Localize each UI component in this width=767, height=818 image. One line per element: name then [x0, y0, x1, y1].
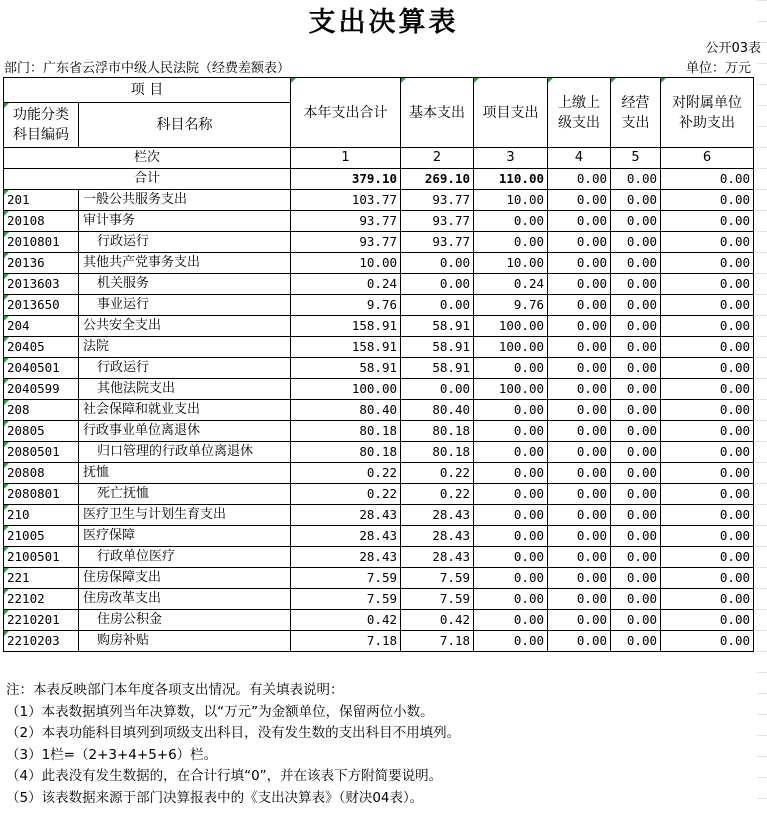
amount-cell[interactable]: 0.00 — [548, 379, 611, 400]
col-num[interactable]: 1 — [291, 148, 401, 169]
amount-cell[interactable]: 0.00 — [661, 400, 754, 421]
col-num[interactable]: 2 — [401, 148, 474, 169]
amount-cell[interactable]: 0.00 — [611, 589, 661, 610]
amount-cell[interactable]: 0.00 — [661, 484, 754, 505]
amount-cell[interactable]: 0.00 — [661, 337, 754, 358]
amount-cell[interactable]: 0.00 — [474, 463, 548, 484]
table-row — [4, 505, 754, 526]
amount-cell[interactable]: 0.00 — [661, 190, 754, 211]
amount-cell[interactable]: 28.43 — [401, 526, 474, 547]
amount-cell[interactable]: 0.00 — [474, 400, 548, 421]
subject-name-cell[interactable]: 归口管理的行政单位离退休 — [79, 442, 291, 463]
table-row — [4, 610, 754, 631]
amount-cell[interactable]: 158.91 — [291, 316, 401, 337]
header-upper-expenditure[interactable] — [548, 78, 611, 148]
amount-cell[interactable]: 0.00 — [548, 463, 611, 484]
amount-cell[interactable]: 80.18 — [401, 421, 474, 442]
table-row — [4, 253, 754, 274]
function-code-cell[interactable]: 21005 — [4, 526, 79, 547]
subject-name-cell[interactable]: 购房补贴 — [79, 631, 291, 652]
amount-cell[interactable]: 0.00 — [401, 379, 474, 400]
header-operation-expenditure[interactable] — [611, 78, 661, 148]
expenditure-table — [3, 77, 754, 652]
table-row — [4, 400, 754, 421]
amount-cell[interactable]: 80.40 — [401, 400, 474, 421]
total-value[interactable]: 110.00 — [474, 169, 548, 190]
total-value[interactable]: 0.00 — [611, 169, 661, 190]
amount-cell[interactable]: 0.22 — [401, 463, 474, 484]
amount-cell[interactable]: 0.00 — [548, 232, 611, 253]
subject-name-cell[interactable]: 行政事业单位离退休 — [79, 421, 291, 442]
note-line: （2）本表功能科目填列到项级支出科目，没有发生数的支出科目不用填列。 — [6, 725, 461, 741]
amount-cell[interactable]: 0.00 — [611, 610, 661, 631]
amount-cell[interactable]: 10.00 — [474, 253, 548, 274]
amount-cell[interactable]: 0.00 — [611, 211, 661, 232]
function-code-cell[interactable]: 2013603 — [4, 274, 79, 295]
amount-cell[interactable]: 0.00 — [474, 442, 548, 463]
amount-cell[interactable]: 58.91 — [291, 358, 401, 379]
function-code-cell[interactable]: 2080501 — [4, 442, 79, 463]
col-num[interactable]: 5 — [611, 148, 661, 169]
amount-cell[interactable]: 0.22 — [291, 484, 401, 505]
amount-cell[interactable]: 100.00 — [291, 379, 401, 400]
department-label: 部门：广东省云浮市中级人民法院（经费差额表） — [4, 61, 291, 76]
amount-cell[interactable]: 0.00 — [661, 253, 754, 274]
amount-cell[interactable]: 28.43 — [291, 526, 401, 547]
amount-cell[interactable]: 0.00 — [611, 232, 661, 253]
header-subject-name[interactable]: 科目名称 — [79, 103, 291, 148]
amount-cell[interactable]: 0.00 — [474, 589, 548, 610]
amount-cell[interactable]: 58.91 — [401, 337, 474, 358]
amount-cell[interactable]: 0.00 — [661, 631, 754, 652]
table-row — [4, 547, 754, 568]
header-project-expenditure[interactable]: 项目支出 — [474, 78, 548, 148]
header-function-code-line2: 科目编码 — [13, 127, 69, 143]
unit-label: 单位：万元 — [685, 61, 751, 76]
amount-cell[interactable]: 0.00 — [661, 442, 754, 463]
total-value[interactable]: 269.10 — [401, 169, 474, 190]
amount-cell[interactable]: 0.00 — [611, 631, 661, 652]
amount-cell[interactable]: 0.00 — [661, 295, 754, 316]
notes-section — [6, 680, 460, 809]
table-row — [4, 211, 754, 232]
table-row — [4, 526, 754, 547]
table-row — [4, 484, 754, 505]
function-code-cell[interactable]: 210 — [4, 505, 79, 526]
header-function-code-line1: 功能分类 — [13, 107, 69, 123]
subject-name-cell[interactable]: 法院 — [79, 337, 291, 358]
form-code: 公开03表 — [705, 41, 761, 56]
amount-cell[interactable]: 0.00 — [611, 568, 661, 589]
subject-name-cell[interactable]: 死亡抚恤 — [79, 484, 291, 505]
header-operation-line2: 支出 — [621, 114, 650, 131]
note-line: （3）1栏=（2+3+4+5+6）栏。 — [6, 746, 218, 763]
amount-cell[interactable]: 93.77 — [401, 211, 474, 232]
header-basic-expenditure[interactable]: 基本支出 — [401, 78, 474, 148]
amount-cell[interactable]: 0.00 — [661, 358, 754, 379]
amount-cell[interactable]: 0.00 — [474, 568, 548, 589]
amount-cell[interactable]: 0.00 — [548, 568, 611, 589]
amount-cell[interactable]: 0.00 — [661, 211, 754, 232]
amount-cell[interactable]: 0.00 — [548, 400, 611, 421]
amount-cell[interactable]: 0.00 — [611, 379, 661, 400]
function-code-cell[interactable]: 20136 — [4, 253, 79, 274]
function-code-cell[interactable]: 20405 — [4, 337, 79, 358]
total-label[interactable]: 合计 — [4, 169, 291, 190]
amount-cell[interactable]: 0.00 — [611, 358, 661, 379]
subject-name-cell[interactable]: 行政运行 — [79, 232, 291, 253]
amount-cell[interactable]: 0.00 — [661, 316, 754, 337]
amount-cell[interactable]: 80.18 — [291, 442, 401, 463]
amount-cell[interactable]: 58.91 — [401, 358, 474, 379]
amount-cell[interactable]: 0.42 — [401, 610, 474, 631]
amount-cell[interactable]: 28.43 — [291, 505, 401, 526]
amount-cell[interactable]: 0.00 — [611, 316, 661, 337]
amount-cell[interactable]: 158.91 — [291, 337, 401, 358]
amount-cell[interactable]: 28.43 — [401, 505, 474, 526]
amount-cell[interactable]: 9.76 — [474, 295, 548, 316]
col-num[interactable]: 4 — [548, 148, 611, 169]
amount-cell[interactable]: 7.18 — [401, 631, 474, 652]
total-row — [4, 169, 754, 190]
table-row — [4, 631, 754, 652]
subject-name-cell[interactable]: 抚恤 — [79, 463, 291, 484]
table-row — [4, 295, 754, 316]
header-subsidiary-line1: 对附属单位 — [672, 94, 743, 111]
amount-cell[interactable]: 0.00 — [548, 295, 611, 316]
table-row — [4, 190, 754, 211]
note-line: （1）本表数据填列当年决算数，以“万元”为金额单位，保留两位小数。 — [6, 703, 434, 720]
column-gridlines — [757, 0, 767, 818]
amount-cell[interactable]: 80.18 — [291, 421, 401, 442]
amount-cell[interactable]: 0.00 — [474, 526, 548, 547]
amount-cell[interactable]: 0.00 — [611, 484, 661, 505]
column-number-row — [4, 148, 754, 169]
subject-name-cell[interactable]: 其他法院支出 — [79, 379, 291, 400]
table-row — [4, 316, 754, 337]
amount-cell[interactable]: 0.00 — [474, 484, 548, 505]
amount-cell[interactable]: 0.00 — [611, 547, 661, 568]
amount-cell[interactable]: 0.00 — [661, 505, 754, 526]
amount-cell[interactable]: 10.00 — [474, 190, 548, 211]
amount-cell[interactable]: 28.43 — [291, 547, 401, 568]
amount-cell[interactable]: 0.00 — [611, 526, 661, 547]
total-value[interactable]: 0.00 — [661, 169, 754, 190]
amount-cell[interactable]: 28.43 — [401, 547, 474, 568]
amount-cell[interactable]: 0.24 — [291, 274, 401, 295]
amount-cell[interactable]: 0.00 — [401, 274, 474, 295]
lanci-label[interactable]: 栏次 — [4, 148, 291, 169]
amount-cell[interactable]: 0.00 — [474, 421, 548, 442]
amount-cell[interactable]: 100.00 — [474, 379, 548, 400]
subject-name-cell[interactable]: 事业运行 — [79, 295, 291, 316]
amount-cell[interactable]: 0.00 — [548, 631, 611, 652]
amount-cell[interactable]: 0.00 — [661, 610, 754, 631]
table-row — [4, 463, 754, 484]
amount-cell[interactable]: 0.00 — [611, 295, 661, 316]
table-row — [4, 379, 754, 400]
amount-cell[interactable]: 80.40 — [291, 400, 401, 421]
subject-name-cell[interactable]: 机关服务 — [79, 274, 291, 295]
amount-cell[interactable]: 0.00 — [661, 568, 754, 589]
function-code-cell[interactable]: 2210201 — [4, 610, 79, 631]
function-code-cell[interactable]: 2013650 — [4, 295, 79, 316]
amount-cell[interactable]: 0.00 — [611, 253, 661, 274]
subject-name-cell[interactable]: 一般公共服务支出 — [79, 190, 291, 211]
amount-cell[interactable]: 0.00 — [661, 526, 754, 547]
subject-name-cell[interactable]: 行政单位医疗 — [79, 547, 291, 568]
subject-name-cell[interactable]: 医疗保障 — [79, 526, 291, 547]
amount-cell[interactable]: 0.00 — [611, 190, 661, 211]
amount-cell[interactable]: 0.00 — [474, 631, 548, 652]
header-function-code[interactable] — [4, 103, 79, 148]
function-code-cell[interactable]: 204 — [4, 316, 79, 337]
amount-cell[interactable]: 0.00 — [474, 232, 548, 253]
amount-cell[interactable]: 0.00 — [548, 589, 611, 610]
function-code-cell[interactable]: 208 — [4, 400, 79, 421]
amount-cell[interactable]: 0.00 — [474, 211, 548, 232]
amount-cell[interactable]: 7.59 — [291, 589, 401, 610]
amount-cell[interactable]: 0.00 — [611, 421, 661, 442]
amount-cell[interactable]: 0.00 — [401, 295, 474, 316]
function-code-cell[interactable]: 22102 — [4, 589, 79, 610]
amount-cell[interactable]: 0.00 — [611, 463, 661, 484]
amount-cell[interactable]: 0.00 — [474, 358, 548, 379]
function-code-cell[interactable]: 20808 — [4, 463, 79, 484]
function-code-cell[interactable]: 20805 — [4, 421, 79, 442]
amount-cell[interactable]: 0.00 — [661, 463, 754, 484]
amount-cell[interactable]: 0.00 — [661, 379, 754, 400]
amount-cell[interactable]: 93.77 — [291, 232, 401, 253]
amount-cell[interactable]: 0.00 — [611, 337, 661, 358]
amount-cell[interactable]: 100.00 — [474, 337, 548, 358]
amount-cell[interactable]: 0.00 — [548, 484, 611, 505]
amount-cell[interactable]: 0.00 — [661, 547, 754, 568]
header-total-expenditure[interactable]: 本年支出合计 — [291, 78, 401, 148]
note-line: （5）该表数据来源于部门决算报表中的《支出决算表》（财决04表）。 — [6, 789, 424, 806]
amount-cell[interactable]: 7.59 — [401, 589, 474, 610]
amount-cell[interactable]: 0.00 — [548, 442, 611, 463]
function-code-cell[interactable]: 2210203 — [4, 631, 79, 652]
amount-cell[interactable]: 0.00 — [661, 274, 754, 295]
amount-cell[interactable]: 0.00 — [548, 526, 611, 547]
subject-name-cell[interactable]: 公共安全支出 — [79, 316, 291, 337]
subject-name-cell[interactable]: 社会保障和就业支出 — [79, 400, 291, 421]
table-row — [4, 589, 754, 610]
col-num[interactable]: 6 — [661, 148, 754, 169]
subject-name-cell[interactable]: 其他共产党事务支出 — [79, 253, 291, 274]
note-line: 注：本表反映部门本年度各项支出情况。有关填表说明： — [6, 682, 344, 698]
subject-name-cell[interactable]: 医疗卫生与计划生育支出 — [79, 505, 291, 526]
amount-cell[interactable]: 0.00 — [474, 505, 548, 526]
subject-name-cell[interactable]: 住房改革支出 — [79, 589, 291, 610]
function-code-cell[interactable]: 20108 — [4, 211, 79, 232]
amount-cell[interactable]: 0.00 — [611, 442, 661, 463]
subject-name-cell[interactable]: 住房公积金 — [79, 610, 291, 631]
table-row — [4, 568, 754, 589]
amount-cell[interactable]: 0.00 — [548, 421, 611, 442]
amount-cell[interactable]: 93.77 — [291, 211, 401, 232]
amount-cell[interactable]: 0.22 — [401, 484, 474, 505]
table-row — [4, 358, 754, 379]
amount-cell[interactable]: 0.00 — [548, 547, 611, 568]
amount-cell[interactable]: 0.00 — [548, 505, 611, 526]
amount-cell[interactable]: 0.00 — [474, 547, 548, 568]
table-row — [4, 442, 754, 463]
function-code-cell[interactable]: 2040599 — [4, 379, 79, 400]
amount-cell[interactable]: 0.00 — [474, 610, 548, 631]
header-subsidiary-line2: 补助支出 — [679, 114, 736, 131]
header-xiangmu[interactable]: 项 目 — [4, 78, 291, 103]
header-operation-line1: 经营 — [621, 94, 650, 111]
amount-cell[interactable]: 0.00 — [548, 358, 611, 379]
total-value[interactable]: 379.10 — [291, 169, 401, 190]
table-row — [4, 232, 754, 253]
function-code-cell[interactable]: 221 — [4, 568, 79, 589]
subject-name-cell[interactable]: 住房保障支出 — [79, 568, 291, 589]
subject-name-cell[interactable]: 审计事务 — [79, 211, 291, 232]
table-row — [4, 274, 754, 295]
amount-cell[interactable]: 10.00 — [291, 253, 401, 274]
function-code-cell[interactable]: 2100501 — [4, 547, 79, 568]
amount-cell[interactable]: 7.59 — [401, 568, 474, 589]
amount-cell[interactable]: 0.00 — [661, 232, 754, 253]
function-code-cell[interactable]: 201 — [4, 190, 79, 211]
amount-cell[interactable]: 0.00 — [548, 316, 611, 337]
table-row — [4, 337, 754, 358]
header-upper-line1: 上缴上 — [558, 94, 601, 111]
amount-cell[interactable]: 0.00 — [401, 253, 474, 274]
amount-cell[interactable]: 9.76 — [291, 295, 401, 316]
total-value[interactable]: 0.00 — [548, 169, 611, 190]
amount-cell[interactable]: 93.77 — [401, 232, 474, 253]
amount-cell[interactable]: 0.00 — [611, 400, 661, 421]
amount-cell[interactable]: 0.00 — [548, 211, 611, 232]
table-row — [4, 421, 754, 442]
amount-cell[interactable]: 0.00 — [661, 589, 754, 610]
amount-cell[interactable]: 80.18 — [401, 442, 474, 463]
function-code-cell[interactable]: 2010801 — [4, 232, 79, 253]
header-upper-line2: 级支出 — [558, 114, 601, 131]
amount-cell[interactable]: 0.00 — [611, 505, 661, 526]
header-subsidiary-expenditure[interactable] — [661, 78, 754, 148]
amount-cell[interactable]: 0.00 — [548, 190, 611, 211]
amount-cell[interactable]: 7.18 — [291, 631, 401, 652]
amount-cell[interactable]: 103.77 — [291, 190, 401, 211]
amount-cell[interactable]: 0.00 — [548, 337, 611, 358]
function-code-cell[interactable]: 2080801 — [4, 484, 79, 505]
amount-cell[interactable]: 93.77 — [401, 190, 474, 211]
amount-cell[interactable]: 0.00 — [548, 610, 611, 631]
amount-cell[interactable]: 7.59 — [291, 568, 401, 589]
page-title: 支出决算表 — [308, 7, 459, 38]
amount-cell[interactable]: 0.00 — [611, 274, 661, 295]
function-code-cell[interactable]: 2040501 — [4, 358, 79, 379]
col-num[interactable]: 3 — [474, 148, 548, 169]
amount-cell[interactable]: 58.91 — [401, 316, 474, 337]
amount-cell[interactable]: 0.00 — [548, 274, 611, 295]
note-line: （4）此表没有发生数据的，在合计行填“0”，并在该表下方附简要说明。 — [6, 768, 443, 784]
amount-cell[interactable]: 0.00 — [548, 253, 611, 274]
amount-cell[interactable]: 0.42 — [291, 610, 401, 631]
amount-cell[interactable]: 0.24 — [474, 274, 548, 295]
amount-cell[interactable]: 0.00 — [661, 421, 754, 442]
amount-cell[interactable]: 100.00 — [474, 316, 548, 337]
subject-name-cell[interactable]: 行政运行 — [79, 358, 291, 379]
amount-cell[interactable]: 0.22 — [291, 463, 401, 484]
